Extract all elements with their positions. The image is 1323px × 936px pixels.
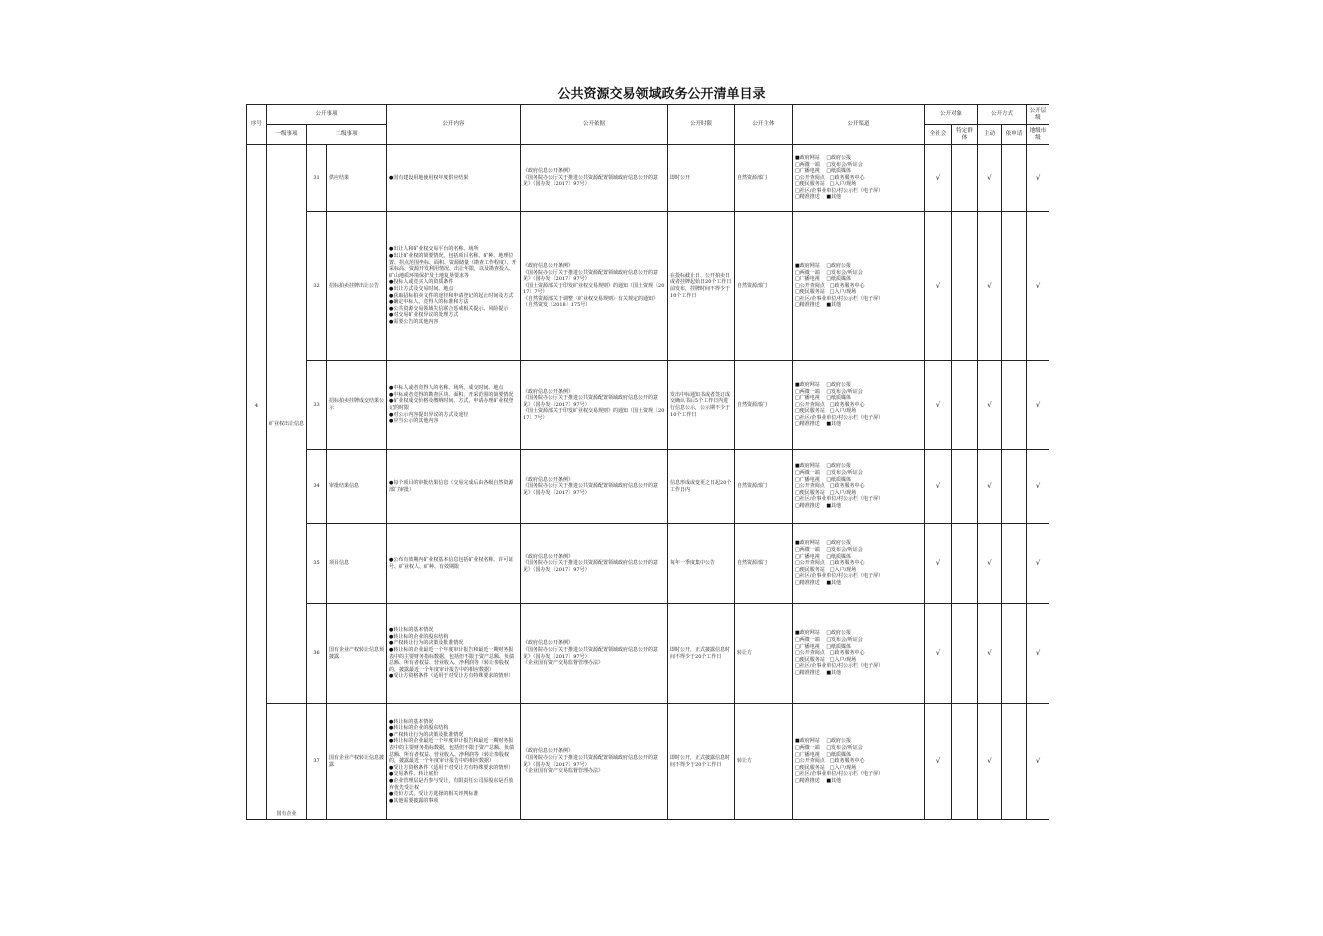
header-active: 主动	[978, 125, 1002, 145]
item-subject: 自然资源部门	[735, 212, 793, 361]
channel-option: □精准推送 ■其他	[795, 777, 842, 784]
specific-group-check	[952, 361, 978, 450]
basis-line: 《国务院办公厅关于推进公共资源配置领域政府信息公开的意见》（国办发〔2017〕97号）	[523, 560, 659, 573]
item-level2: 国有企业产权转让信息预披露	[327, 604, 387, 704]
item-basis	[521, 361, 668, 450]
apply-check	[1002, 524, 1027, 604]
group-seq-cell: 4	[247, 145, 267, 820]
channel-option: □社区/企事业单位/村公示栏（电子屏）	[795, 295, 884, 302]
item-time: 即时公开，正式披露信息时间不得少于20个工作日	[668, 704, 735, 820]
basis-line: 《政府信息公开条例》	[523, 262, 574, 269]
item-channel	[793, 450, 925, 524]
apply-check	[1002, 450, 1027, 524]
table-body	[247, 145, 1050, 820]
channel-option: □精准推送 ■其他	[795, 502, 842, 509]
channel-option: □社区/企事业单位/村公示栏（电子屏）	[795, 573, 884, 580]
channel-option: □精准推送 ■其他	[795, 669, 842, 676]
item-number: 36	[307, 604, 327, 704]
active-check: √	[978, 145, 1002, 212]
content-line: ●每个项目的审批结果信息（交易完成后由各级自然资源部门审批）	[389, 479, 514, 493]
channel-option: □公开查阅点 □政务服务中心	[795, 282, 865, 289]
channel-option: □公开查阅点 □政务服务中心	[795, 650, 865, 657]
channel-option: □便民服务站 □入户/现场	[795, 489, 857, 496]
channel-option: □社区/企事业单位/村公示栏（电子屏）	[795, 663, 884, 670]
item-channel	[793, 524, 925, 604]
all-society-check: √	[925, 450, 952, 524]
content-line: ●公布有效期内矿业权基本信息包括矿业权名称、许可证号、矿业权人、矿种、有效期限	[389, 556, 514, 570]
header-time: 公开时限	[668, 105, 735, 145]
channel-option: ■政府网站 □政府公报	[795, 381, 852, 388]
basis-line: 《政府信息公开条例》	[523, 640, 574, 647]
channel-option: □广播电视 □纸质媒体	[795, 395, 852, 402]
apply-check	[1002, 212, 1027, 361]
channel-option: □便民服务站 □入户/现场	[795, 181, 857, 188]
apply-check	[1002, 704, 1027, 820]
item-subject: 转让方	[735, 604, 793, 704]
active-check: √	[978, 212, 1002, 361]
table-row	[247, 604, 1050, 704]
basis-line: 《企业国有资产交易监督管理办法》	[523, 660, 604, 667]
channel-option: □公开查阅点 □政务服务中心	[795, 401, 865, 408]
apply-check	[1002, 145, 1027, 212]
item-level2: 招标拍卖挂牌成交结果公示	[327, 361, 387, 450]
basis-line: 《国务院办公厅关于推进公共资源配置领域政府信息公开的意见》（国办发〔2017〕97号）	[523, 646, 659, 660]
header-apply: 依申请	[1002, 125, 1027, 145]
content-line: ●确定中标人、竞得人的标准和方法	[389, 299, 469, 306]
item-content	[387, 212, 521, 361]
content-line: ●转让标的企业的股东结构	[389, 725, 449, 732]
content-line: ●需要公告的其他内容	[389, 318, 439, 325]
all-society-check: √	[925, 524, 952, 604]
all-society-check: √	[925, 212, 952, 361]
basis-line: 《政府信息公开条例》	[523, 168, 574, 175]
content-line: ●获取招标拍卖文件的途径和申请登记的起止时间及方式	[389, 292, 514, 299]
item-number: 33	[307, 361, 327, 450]
channel-option: ■政府网站 □政府公报	[795, 630, 852, 637]
group-level1-cell-next: 国有企业	[267, 704, 307, 820]
item-basis	[521, 450, 668, 524]
channel-option: □广播电视 □纸质媒体	[795, 476, 852, 483]
channel-option: □两微一端 □发布会/听证会	[795, 637, 863, 644]
item-channel	[793, 212, 925, 361]
channel-option: ■政府网站 □政府公报	[795, 262, 852, 269]
item-channel	[793, 704, 925, 820]
item-content	[387, 704, 521, 820]
item-subject: 自然资源部门	[735, 361, 793, 450]
channel-option: □便民服务站 □入户/现场	[795, 408, 857, 415]
content-line: ●中标人或者竞得人的名称、场所、成交时间、地点	[389, 385, 504, 392]
item-content	[387, 604, 521, 704]
channel-option: □便民服务站 □入户/现场	[795, 656, 857, 663]
content-line: ●公共资源交易领域失信联合惩戒相关提示、风险提示	[389, 305, 509, 312]
specific-group-check	[952, 604, 978, 704]
channel-option: ■政府网站 □政府公报	[795, 463, 852, 470]
basis-line: 《国务院办公厅关于推进公共资源配置领域政府信息公开的意见》（国办发〔2017〕97号）	[523, 483, 659, 496]
item-number: 35	[307, 524, 327, 604]
content-line: ●转让标的企业最近一个年度审计报告和最近一期财务报表中的主要财务指标数据，包括但不限于资产总额、负债总额、所有者权益、营业收入、净利润等（转让参股权的，披露最近一个年度审计报告中的相应数据）	[389, 646, 515, 673]
basis-line: 《政府信息公开条例》	[523, 388, 574, 395]
header-subject: 公开主体	[735, 105, 793, 145]
basis-line: 《国务院办公厅关于推进公共资源配置领域政府信息公开的意见》（国办发〔2017〕97号）	[523, 395, 659, 408]
city-level-check: √	[1027, 212, 1049, 361]
specific-group-check	[952, 145, 978, 212]
channel-option: □精准推送 ■其他	[795, 194, 842, 201]
item-number: 32	[307, 212, 327, 361]
catalog-table	[246, 104, 1049, 820]
catalog-table-container	[246, 104, 1049, 820]
table-row	[247, 361, 1050, 450]
content-line: ●转让标的基本情况	[389, 627, 434, 634]
item-time: 在投标截止日、公开拍卖日或者挂牌起始日20个工作日前发布，挂牌时间不得少于10个工作日	[668, 212, 735, 361]
channel-option: □社区/企事业单位/村公示栏（电子屏）	[795, 187, 884, 194]
item-time: 即时公开	[668, 145, 735, 212]
content-line: ●应当公示的其他内容	[389, 418, 439, 425]
active-check: √	[978, 524, 1002, 604]
item-time: 每年一季度集中公告	[668, 524, 735, 604]
item-number: 34	[307, 450, 327, 524]
city-level-check: √	[1027, 450, 1049, 524]
content-line: ●出让矿业权的简要情况，包括项目名称、矿种、地理位置、拐点范围坐标、面积、资源储量（勘查工作程度）、开采标高、资源开发利用情况、出让年限，以及勘查投入、矿山地质环境保护及土地复垦要求等	[389, 253, 517, 279]
apply-check	[1002, 361, 1027, 450]
header-level: 公开层级	[1027, 105, 1049, 125]
basis-line: 《国土资源部关于印发矿业权交易规则》的通知（国土资规〔2017〕7号）	[523, 282, 665, 296]
active-check: √	[978, 604, 1002, 704]
item-level2: 供应结果	[327, 145, 387, 212]
content-line: ●转让标的企业最近一个年度审计报告和最近一期财务报表中的主要财务指标数据，包括但不限于资产总额、负债总额、所有者权益、营业收入、净利润等（转让参股权的，披露最近一个年度审计报告中的相应数据）	[389, 738, 515, 765]
item-subject: 自然资源部门	[735, 450, 793, 524]
all-society-check: √	[925, 145, 952, 212]
content-line: ●转让标的企业的股东结构	[389, 633, 449, 640]
table-row	[247, 524, 1050, 604]
content-line: ●产权转让行为的决策及批准情况	[389, 731, 464, 738]
content-line: ●其他需要披露的事项	[389, 797, 439, 804]
content-line: ●对公示内容提出异议的方式及途径	[389, 411, 469, 418]
item-channel	[793, 604, 925, 704]
item-level2: 招标拍卖挂牌出让公告	[327, 212, 387, 361]
table-row	[247, 450, 1050, 524]
content-line: ●投标人或竞买人的资质条件	[389, 279, 454, 286]
content-line: ●受让方资格条件（适用于对受让方有特殊要求的情形）	[389, 764, 514, 771]
item-subject: 自然资源部门	[735, 145, 793, 212]
content-line: ●矿业权成交价格及缴纳时间、方式，申请办理矿业权登记的时限	[389, 398, 514, 411]
city-level-check: √	[1027, 361, 1049, 450]
basis-line: 《企业国有资产交易监督管理办法》	[523, 768, 604, 775]
channel-option: □社区/企事业单位/村公示栏（电子屏）	[795, 496, 884, 503]
header-all-society: 全社会	[925, 125, 952, 145]
header-city-county: 地级市级	[1027, 125, 1049, 145]
channel-option: ■政府网站 □政府公报	[795, 540, 852, 547]
city-level-check: √	[1027, 704, 1049, 820]
channel-option: □广播电视 □纸质媒体	[795, 643, 852, 650]
header-channel: 公开渠道	[793, 105, 925, 145]
channel-option: □广播电视 □纸质媒体	[795, 751, 852, 758]
specific-group-check	[952, 450, 978, 524]
header-public-item: 公开事项	[267, 105, 387, 125]
city-level-check: √	[1027, 145, 1049, 212]
channel-option: □精准推送 ■其他	[795, 421, 842, 428]
specific-group-check	[952, 524, 978, 604]
item-basis	[521, 212, 668, 361]
channel-option: □两微一端 □发布会/听证会	[795, 388, 863, 395]
channel-option: □两微一端 □发布会/听证会	[795, 161, 863, 168]
basis-line: 《国务院办公厅关于推进公共资源配置领域政府信息公开的意见》（国办发〔2017〕97号）	[523, 754, 659, 768]
header-level2: 二级事项	[307, 125, 387, 145]
content-line: ●对交易矿业权异议的处理方式	[389, 312, 459, 319]
basis-line: 《国务院办公厅关于推进公共资源配置领域政府信息公开的意见》（国办发〔2017〕97号）	[523, 174, 659, 188]
header-method: 公开方式	[978, 105, 1027, 125]
channel-option: ■政府网站 □政府公报	[795, 738, 852, 745]
content-line: ●中标或者竞得的勘查区块、面积、开采范围的简要情况	[389, 391, 514, 398]
page-title: 公共资源交易领域政务公开清单目录	[557, 87, 766, 102]
specific-group-check	[952, 212, 978, 361]
all-society-check: √	[925, 604, 952, 704]
channel-option: □公开查阅点 □政务服务中心	[795, 758, 865, 765]
item-basis	[521, 524, 668, 604]
all-society-check: √	[925, 361, 952, 450]
item-content	[387, 524, 521, 604]
basis-line: 《政府信息公开条例》	[523, 553, 574, 560]
header-level1: 一级事项	[267, 125, 307, 145]
content-line: ●出让人和矿业权交易平台的名称、场所	[389, 246, 479, 253]
specific-group-check	[952, 704, 978, 820]
channel-option: □精准推送 ■其他	[795, 579, 842, 586]
active-check: √	[978, 704, 1002, 820]
channel-option: □广播电视 □纸质媒体	[795, 553, 852, 560]
channel-option: □两微一端 □发布会/听证会	[795, 547, 863, 554]
apply-check	[1002, 604, 1027, 704]
basis-line: 《自然资源部关于调整〈矿业权交易规则〉有关规定的通知》（自然资发〔2018〕175号）	[523, 295, 659, 309]
basis-line: 《国务院办公厅关于推进公共资源配置领域政府信息公开的意见》（国办发〔2017〕97号）	[523, 269, 659, 283]
channel-option: □便民服务站 □入户/现场	[795, 764, 857, 771]
item-channel	[793, 361, 925, 450]
active-check: √	[978, 450, 1002, 524]
channel-option: □两微一端 □发布会/听证会	[795, 745, 863, 752]
channel-option: □两微一端 □发布会/听证会	[795, 470, 863, 477]
content-line: ●出让方式及交易时间、地点	[389, 286, 454, 292]
content-line: ●交易条件、转让底价	[389, 771, 439, 778]
content-line: ●企业管理层是否参与受让，有限责任公司原股东是否放弃优先受让权	[389, 777, 514, 791]
item-content	[387, 145, 521, 212]
basis-line: 《国土资源部关于印发矿业权交易规则》的通知（国土资规〔2017〕7号）	[523, 408, 665, 421]
item-channel	[793, 145, 925, 212]
all-society-check: √	[925, 704, 952, 820]
content-line: ●国有建设用地使用权年度供应结果	[389, 174, 469, 181]
item-time: 即时公开，正式披露信息时间不得少于20个工作日	[668, 604, 735, 704]
header-seq: 序号	[247, 105, 267, 145]
channel-option: □公开查阅点 □政务服务中心	[795, 560, 865, 567]
channel-option: □精准推送 ■其他	[795, 302, 842, 309]
item-level2: 项目信息	[327, 524, 387, 604]
table-row	[247, 212, 1050, 361]
item-time: 发出中标通知书或者签订成交确认书后5个工作日内进行信息公示，公示期不少于10个工作日	[668, 361, 735, 450]
content-line: ●竞价方式，受让方选择的相关评判标准	[389, 791, 479, 798]
table-row	[247, 145, 1050, 212]
channel-option: □公开查阅点 □政务服务中心	[795, 174, 865, 181]
active-check: √	[978, 361, 1002, 450]
city-level-check: √	[1027, 524, 1049, 604]
item-number: 37	[307, 704, 327, 820]
item-number: 31	[307, 145, 327, 212]
header-content: 公开内容	[387, 105, 521, 145]
channel-option: □社区/企事业单位/村公示栏（电子屏）	[795, 771, 884, 778]
channel-option: □便民服务站 □入户/现场	[795, 566, 857, 573]
item-basis	[521, 704, 668, 820]
table-row	[247, 704, 1050, 820]
item-subject: 转让方	[735, 704, 793, 820]
channel-option: □社区/企事业单位/村公示栏（电子屏）	[795, 414, 884, 421]
header-basis: 公开依据	[521, 105, 668, 145]
item-basis	[521, 145, 668, 212]
header-specific-group: 特定群体	[952, 125, 978, 145]
header-target: 公开对象	[925, 105, 978, 125]
content-line: ●受让方资格条件（适用于对受让方有特殊要求的情形）	[389, 673, 514, 680]
channel-option: ■政府网站 □政府公报	[795, 154, 852, 161]
channel-option: □便民服务站 □入户/现场	[795, 289, 857, 296]
item-basis	[521, 604, 668, 704]
basis-line: 《政府信息公开条例》	[523, 476, 574, 483]
item-subject: 自然资源部门	[735, 524, 793, 604]
content-line: ●产权转让行为的决策及批准情况	[389, 640, 464, 647]
item-time: 信息形成或变更之日起20个工作日内	[668, 450, 735, 524]
basis-line: 《政府信息公开条例》	[523, 748, 574, 755]
content-line: ●转让标的基本情况	[389, 718, 434, 725]
item-level2: 审批结果信息	[327, 450, 387, 524]
channel-option: □两微一端 □发布会/听证会	[795, 269, 863, 276]
city-level-check: √	[1027, 604, 1049, 704]
channel-option: □广播电视 □纸质媒体	[795, 276, 852, 283]
item-content	[387, 361, 521, 450]
channel-option: □广播电视 □纸质媒体	[795, 168, 852, 175]
item-content	[387, 450, 521, 524]
channel-option: □公开查阅点 □政务服务中心	[795, 483, 865, 490]
group-level1-cell: 矿业权出让信息	[267, 145, 307, 704]
item-level2: 国有企业产权转让信息披露	[327, 704, 387, 820]
